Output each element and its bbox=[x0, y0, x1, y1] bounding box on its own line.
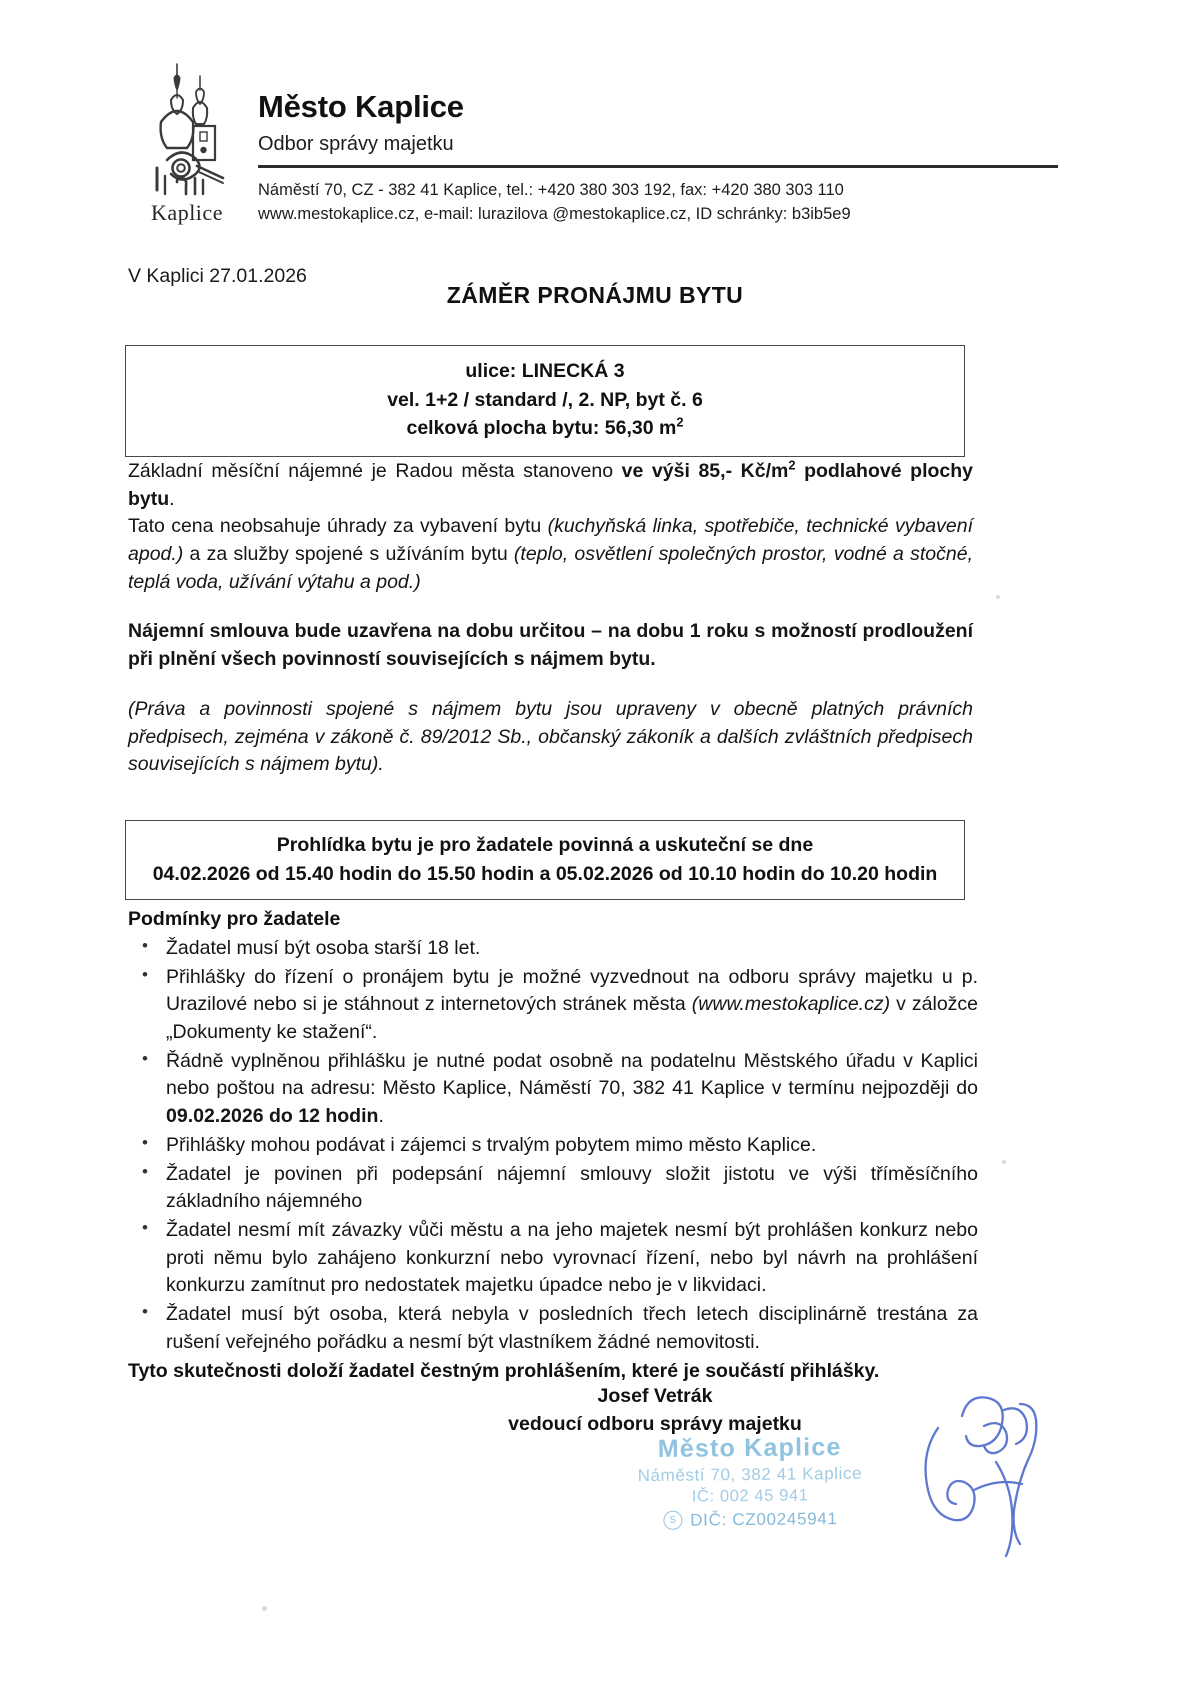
condition-text-fragment: Žadatel nesmí mít závazky vůči městu a na jeho majetek nesmí být prohlášen konkurz nebo proti němu bylo zahájeno konkurzní nebo vyrovnací řízení, nebo byl návrh na prohlášení konkurzu zamítnut pro nedostatek majetku úpadce nebo je v likvidaci. bbox=[166, 1218, 978, 1297]
condition-text-fragment: 09.02.2026 do 12 hodin bbox=[166, 1105, 379, 1128]
logo-wordmark: Kaplice bbox=[151, 200, 223, 225]
flat-area bbox=[136, 414, 954, 443]
conditions-heading: Podmínky pro žadatele bbox=[128, 908, 341, 930]
stamp-organization: Město Kaplice bbox=[657, 1433, 842, 1463]
excluded-costs-mid: a za služby spojené s užíváním bytu bbox=[183, 543, 514, 566]
condition-item bbox=[128, 1301, 978, 1356]
signature-block bbox=[430, 1382, 880, 1439]
signatory-role: vedoucí odboru správy majetku bbox=[508, 1413, 802, 1436]
place-and-date: V Kaplici 27.01.2026 bbox=[128, 265, 307, 287]
letterhead-header bbox=[128, 52, 1058, 227]
rent-amount-exponent: 2 bbox=[788, 457, 796, 473]
rent-text-end: . bbox=[169, 487, 175, 510]
flat-size: vel. 1+2 / standard /, 2. NP, byt č. 6 bbox=[387, 388, 703, 411]
signatory-name: Josef Vetrák bbox=[597, 1385, 713, 1407]
contact-line-web: www.mestokaplice.cz, e-mail: lurazilova @mestokaplice.cz, ID schránky: b3ib5e9 bbox=[258, 205, 851, 224]
condition-item bbox=[128, 1217, 978, 1300]
condition-item bbox=[128, 964, 978, 1047]
letterhead-text bbox=[246, 52, 1058, 227]
excluded-costs-lead: Tato cena neobsahuje úhrady za vybavení bytu bbox=[128, 515, 548, 538]
condition-text-fragment: Řádně vyplněnou přihlášku je nutné podat osobně na podatelnu Městského úřadu v Kaplici nebo poštou na adresu: Město Kaplice, Náměstí 70, 382 41 Kaplice v termínu nejpozději do bbox=[166, 1049, 978, 1100]
flat-area-text: celková plocha bytu: 56,30 m bbox=[406, 417, 677, 440]
stamp-seal-circle-icon: S bbox=[663, 1511, 682, 1530]
department-name: Odbor správy majetku bbox=[258, 132, 454, 155]
viewing-times-box bbox=[125, 820, 965, 900]
municipality-logo bbox=[128, 52, 246, 226]
page-title: ZÁMĚR PRONÁJMU BYTU bbox=[446, 282, 744, 308]
condition-text-fragment: (www.mestokaplice.cz) bbox=[691, 993, 891, 1016]
rent-amount: ve výši 85,- Kč/m bbox=[621, 460, 789, 482]
header-divider bbox=[258, 165, 1058, 168]
viewing-dates: 04.02.2026 od 15.40 hodin do 15.50 hodin a 05.02.2026 od 10.10 hodin do 10.20 hodin bbox=[152, 862, 938, 885]
rent-paragraph bbox=[128, 458, 973, 513]
stamp-dic: DIČ: CZ00245941 bbox=[690, 1508, 838, 1530]
rent-amount-suffix: podlahové plochy bytu bbox=[128, 460, 973, 510]
contract-duration-paragraph: Nájemní smlouva bude uzavřena na dobu určitou – na dobu 1 roku s možností prodloužení při plnění všech povinností souvisejících s nájmem bytu. bbox=[128, 620, 973, 671]
conditions-list bbox=[128, 935, 978, 1356]
condition-item bbox=[128, 1161, 978, 1216]
flat-details-box bbox=[125, 345, 965, 457]
excluded-costs-equipment: (kuchyňská linka, spotřebiče, technické vybavení apod.) bbox=[128, 515, 973, 566]
rent-text-lead: Základní měsíční nájemné je Radou města stanoveno bbox=[128, 460, 622, 482]
stamp-dic-row bbox=[600, 1508, 900, 1531]
excluded-costs-paragraph bbox=[128, 513, 973, 596]
document-body bbox=[128, 458, 973, 779]
condition-item bbox=[128, 1132, 978, 1160]
condition-text-fragment: Přihlášky mohou podávat i zájemci s trvalým pobytem mimo město Kaplice. bbox=[166, 1133, 817, 1156]
condition-item bbox=[128, 935, 978, 963]
scan-artifact bbox=[1002, 1160, 1006, 1164]
viewing-headline: Prohlídka bytu je pro žadatele povinná a uskuteční se dne bbox=[276, 834, 814, 856]
organization-name: Město Kaplice bbox=[258, 89, 464, 124]
condition-text-fragment: Žadatel je povinen při podepsání nájemní smlouvy složit jistotu ve výši tříměsíčního základního nájemného bbox=[166, 1162, 978, 1213]
handwritten-signature-icon bbox=[900, 1370, 1080, 1590]
official-stamp bbox=[600, 1432, 901, 1531]
flat-street: ulice: LINECKÁ 3 bbox=[465, 360, 625, 382]
condition-text-fragment: . bbox=[378, 1105, 384, 1128]
contact-line-address: Náměstí 70, CZ - 382 41 Kaplice, tel.: +420 380 303 192, fax: +420 380 303 110 bbox=[258, 180, 844, 199]
condition-text-fragment: Žadatel musí být osoba starší 18 let. bbox=[166, 937, 481, 959]
condition-text-fragment: Přihlášky do řízení o pronájem bytu je možné vyzvednout na odboru správy majetku u p. Urazilové nebo si je stáhnout z internetových stránek města bbox=[166, 965, 978, 1016]
flat-area-unit-exponent: 2 bbox=[676, 414, 684, 430]
legal-reference-paragraph: (Práva a povinnosti spojené s nájmem bytu jsou upraveny v obecně platných právních předpisech, zejména v zákoně č. 89/2012 Sb., občanský zákoník a dalších zvláštních předpisech souvisejících s nájmem bytu). bbox=[128, 697, 973, 776]
condition-item bbox=[128, 1048, 978, 1131]
applicant-conditions-section bbox=[128, 908, 978, 1386]
stamp-ico: IČ: 002 45 941 bbox=[691, 1486, 809, 1506]
kaplice-church-towers-logo-icon bbox=[137, 56, 237, 204]
excluded-costs-services: (teplo, osvětlení společných prostor, vodné a stočné, teplá voda, užívání výtahu a pod.) bbox=[128, 543, 974, 593]
scan-artifact bbox=[262, 1606, 267, 1611]
condition-text-fragment: Žadatel musí být osoba, která nebyla v posledních třech letech disciplinárně trestána za rušení veřejného pořádku a nesmí být vlastníkem žádné nemovitosti. bbox=[166, 1302, 978, 1353]
stamp-address: Náměstí 70, 382 41 Kaplice bbox=[637, 1463, 863, 1486]
condition-text-fragment: v záložce „Dokumenty ke stažení“. bbox=[166, 993, 979, 1044]
scan-artifact bbox=[996, 595, 1000, 599]
conditions-closing-note: Tyto skutečnosti doloží žadatel čestným prohlášením, které je součástí přihlášky. bbox=[128, 1360, 880, 1383]
